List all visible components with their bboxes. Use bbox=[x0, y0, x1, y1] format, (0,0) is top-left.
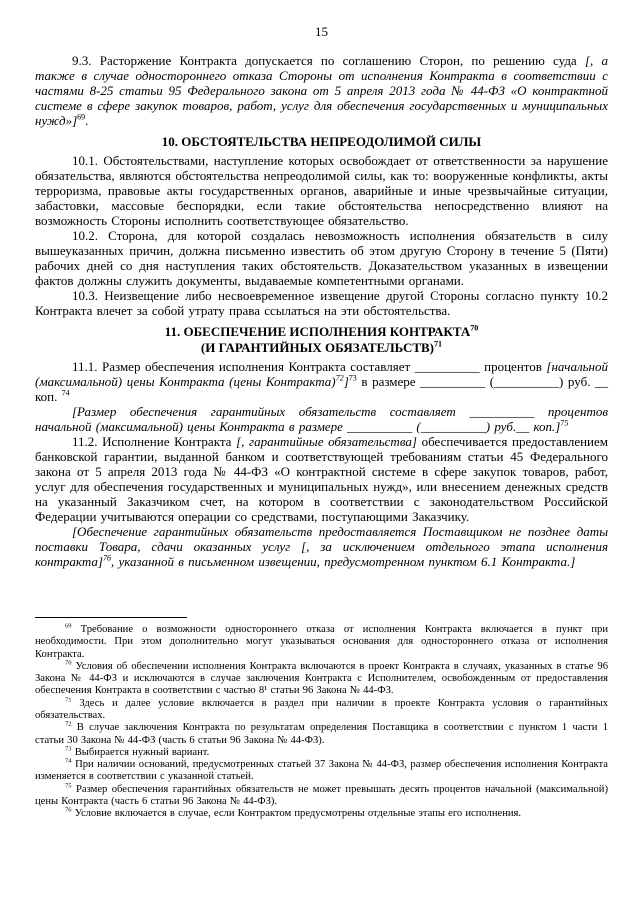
p112-italic-clause: [, гарантийные обязательства] bbox=[236, 433, 417, 449]
page-number: 15 bbox=[315, 24, 328, 39]
footnote-73-number: 73 bbox=[65, 745, 72, 753]
footnote-74 bbox=[35, 759, 608, 784]
footnote-76-text: Условие включается в случае, если Контрактом предусмотрены отдельные этапы его исполнения. bbox=[74, 808, 522, 820]
footnote-ref-70: 70 bbox=[470, 324, 479, 333]
footnote-69 bbox=[35, 624, 608, 661]
footnote-ref-76: 76 bbox=[102, 553, 111, 563]
footnote-74-number: 74 bbox=[65, 757, 72, 765]
footnote-ref-69: 69 bbox=[77, 112, 86, 122]
paragraph-11-1 bbox=[35, 359, 608, 404]
p112-text-1: 11.2. Исполнение Контракта bbox=[72, 433, 237, 449]
footnote-71-text: Здесь и далее условие включается в раздел при наличии в проекте Контракта условия о гарантийных обязательствах. bbox=[35, 697, 608, 721]
p111a-italic: [Размер обеспечения гарантийных обязательств составляет __________ процентов начальной (максимальной) цены Контракта в размере __________ (__________) руб.__ коп.] bbox=[35, 403, 608, 434]
paragraph-11-1-variant bbox=[35, 404, 608, 434]
p111-text-1: 11.1. Размер обеспечения исполнения Контракта составляет __________ процентов bbox=[72, 358, 547, 374]
footnote-ref-72: 72 bbox=[335, 373, 344, 383]
footnote-73 bbox=[35, 747, 608, 759]
p111-italic-2: ] bbox=[343, 373, 349, 389]
footnote-69-text: Требование о возможности одностороннего отказа от исполнения Контракта включается в пункт при необходимости. При этом дополнительно могут указываться основания для одностороннего отказа от исполнения Контракта. bbox=[35, 623, 608, 660]
paragraph-10-3: 10.3. Неизвещение либо несвоевременное извещение другой Стороны согласно пункту 10.2 Контракта влечет за собой утрату права ссылаться на эти обстоятельства. bbox=[35, 288, 608, 319]
footnote-72 bbox=[35, 722, 608, 747]
footnote-separator bbox=[35, 617, 187, 618]
paragraph-10-2: 10.2. Сторона, для которой создалась невозможность исполнения обязательств в силу вышеуказанных причин, должна письменно известить об этом другую Сторону в течение 5 (Пяти) рабочих дней со дня наступления таких обстоятельств. Доказательством указанных в извещении фактов должны служить документы, выдаваемые компетентными органами. bbox=[35, 228, 608, 289]
section-10-heading: 10. ОБСТОЯТЕЛЬСТВА НЕПРЕОДОЛИМОЙ СИЛЫ bbox=[161, 134, 482, 149]
footnote-70-text: Условия об обеспечении исполнения Контракта включаются в проект Контракта в случаях, указанных в статье 96 Закона № 44-ФЗ и исключаются в случае заключения Контракта с Исполнителем, освобожденным от предоставления обеспечения Контракта в соответствии с частью 8¹ статьи 96 Закона № 44-ФЗ. bbox=[35, 660, 609, 697]
paragraph-9-3 bbox=[35, 53, 608, 128]
footnote-75-number: 75 bbox=[65, 782, 72, 790]
footnote-70 bbox=[35, 661, 608, 698]
footnote-ref-74: 74 bbox=[61, 388, 70, 398]
section-11-heading-line2: (И ГАРАНТИЙНЫХ ОБЯЗАТЕЛЬСТВ) bbox=[200, 339, 435, 355]
section-11-heading-line1: 11. ОБЕСПЕЧЕНИЕ ИСПОЛНЕНИЯ КОНТРАКТА bbox=[164, 324, 471, 340]
paragraph-11-2 bbox=[35, 434, 608, 524]
section-11-heading bbox=[35, 324, 608, 355]
p93-text-1: 9.3. Расторжение Контракта допускается по соглашению Сторон, по решению суда bbox=[72, 53, 585, 68]
p93-text-2: . bbox=[85, 113, 89, 128]
footnote-76-number: 76 bbox=[65, 806, 72, 814]
p112a-italic-1: [Обеспечение гарантийных обязательств предоставляется Поставщиком не позднее даты поставки Товара, сдачи оказанных услуг [, за исключением отдельного этапа исполнения контракта] bbox=[35, 523, 608, 569]
footnote-ref-73: 73 bbox=[348, 373, 357, 383]
footnote-69-number: 69 bbox=[65, 622, 72, 630]
footnote-71 bbox=[35, 698, 608, 723]
footnote-76 bbox=[35, 808, 608, 820]
p111-italic-1: [начальной (максимальной) цены Контракта (цены Контракта) bbox=[35, 358, 608, 389]
paragraph-11-2-variant bbox=[35, 524, 608, 569]
p112a-italic-2: , указанной в письменном извещении, предусмотренном пунктом 6.1 Контракта.] bbox=[111, 553, 576, 569]
footnote-ref-71: 71 bbox=[434, 339, 443, 349]
footnote-72-number: 72 bbox=[65, 720, 72, 728]
footnote-75 bbox=[35, 784, 608, 809]
p111-text-2: в размере __________ (__________) руб. __ коп. bbox=[35, 373, 609, 404]
footnote-70-number: 70 bbox=[65, 659, 72, 667]
p112-text-2: обеспечивается предоставлением банковской гарантии, выданной банком и соответствующей требованиям статьи 45 Федерального закона от 5 апреля 2013 года № 44-ФЗ «О контрактной системе в сфере закупок товаров, работ, услуг для обеспечения государственных и муниципальных нужд», или внесением денежных средств на указанный Заказчиком счет, на котором в соответствии с законодательством Российской Федерации учитываются операции со средствами, поступающими Заказчику. bbox=[35, 433, 608, 524]
p93-italic-clause: [, а также в случае одностороннего отказа Стороны от исполнения Контракта в соответствии с частями 8-25 статьи 95 Федерального закона от 5 апреля 2013 года № 44-ФЗ «О контрактной системе в сфере закупок товаров, работ, услуг для обеспечения государственных и муниципальных нужд»] bbox=[35, 53, 609, 128]
paragraph-10-1: 10.1. Обстоятельствами, наступление которых освобождает от ответственности за нарушение обязательства, являются обстоятельства непреодолимой силы, как то: вооруженные конфликты, акты терроризма, правовые акты государственных органов, аварийные и иные чрезвычайные ситуации, забастовки, массовые беспорядки, если такие обстоятельства непосредственно влияют на возможность Стороны исполнить соответствующее обязательство. bbox=[35, 153, 608, 229]
footnote-73-text: Выбирается нужный вариант. bbox=[74, 746, 210, 758]
footnote-74-text: При наличии оснований, предусмотренных статьей 37 Закона № 44-ФЗ, размер обеспечения исполнения Контракта изменяется в соответствии с указанной статьей. bbox=[35, 759, 608, 783]
footnote-ref-75: 75 bbox=[560, 418, 569, 428]
footnote-75-text: Размер обеспечения гарантийных обязательств не может превышать десять процентов начальной (максимальной) цены Контракта (часть 6 статьи 96 Закона № 44-ФЗ). bbox=[35, 783, 609, 807]
footnote-71-number: 71 bbox=[65, 696, 72, 704]
footnote-72-text: В случае заключения Контракта по результатам определения Поставщика в соответствии с пунктом 1 части 1 статьи 30 Закона № 44-ФЗ (часть 6 статьи 96 Закона № 44-ФЗ). bbox=[35, 722, 608, 746]
